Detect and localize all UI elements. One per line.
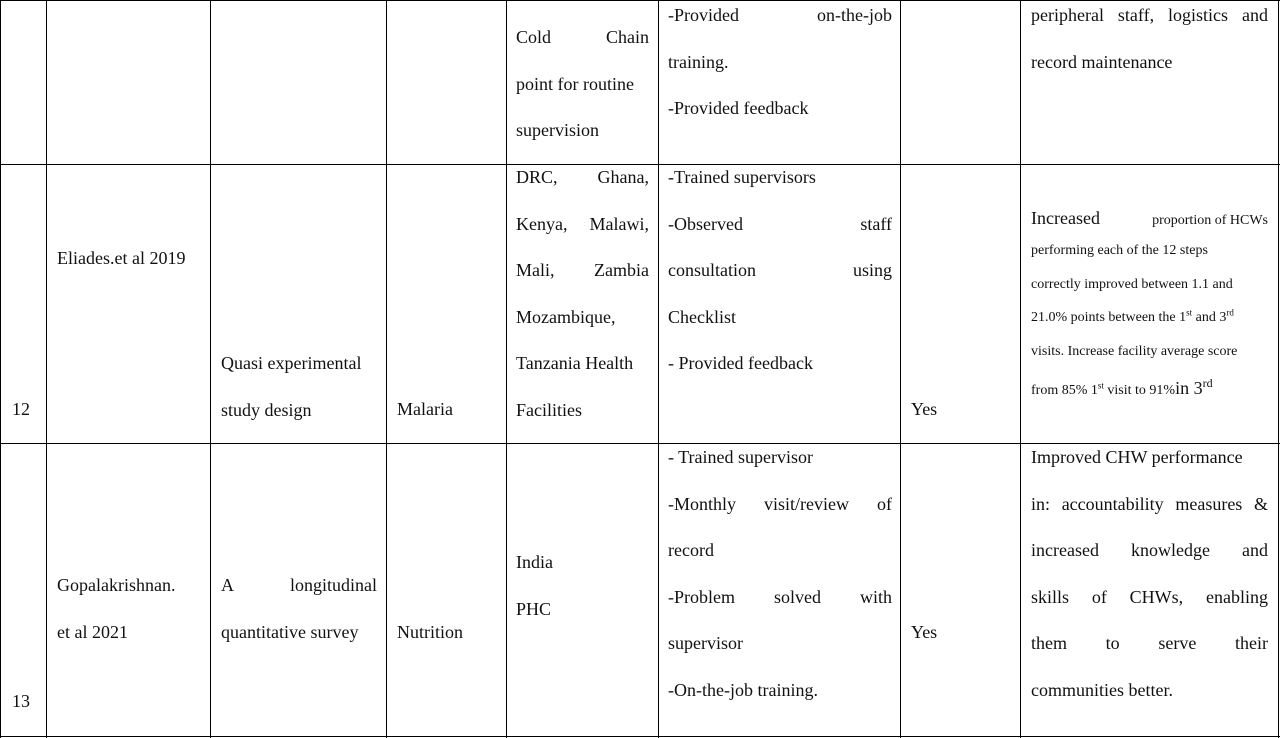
column-divider <box>658 0 659 738</box>
cell-line: -Monthly visit/review of <box>668 493 892 514</box>
cell-line: -Observed staff <box>668 213 892 234</box>
column-divider <box>386 0 387 738</box>
outcome-lead: Increased <box>1031 208 1100 228</box>
cell-line <box>1031 208 1268 243</box>
row-divider <box>0 736 1280 737</box>
outcome-text: in 3 <box>1175 378 1203 398</box>
column-divider <box>900 0 901 738</box>
cell-line: - Provided feedback <box>668 353 813 373</box>
author-cell: Eliades.et al 2019 <box>57 248 186 268</box>
disease-cell: Nutrition <box>397 622 463 642</box>
cell-line: -Problem solved with <box>668 586 892 607</box>
cell-line <box>1031 378 1268 414</box>
cell-line: -On-the-job training. <box>668 679 818 700</box>
cell-line: consultation using <box>668 260 892 280</box>
cell-line: - Trained supervisor <box>668 447 813 467</box>
intervention-cell <box>668 154 892 387</box>
outcome-text: proportion of HCWs <box>1152 213 1268 228</box>
intervention-cell <box>668 434 892 713</box>
cell-line: supervisor <box>668 633 743 653</box>
ordinal-suffix: rd <box>1202 376 1213 390</box>
row-number: 12 <box>12 399 30 419</box>
cell-line: point for routine <box>516 73 634 94</box>
cell-line: Mozambique, <box>516 306 616 327</box>
cell-line: communities better. <box>1031 679 1173 700</box>
cell-line: Facilities <box>516 399 582 420</box>
column-divider <box>1020 0 1021 738</box>
cell-line: increased knowledge and <box>1031 540 1268 560</box>
table-border <box>1278 0 1279 738</box>
cell-line: record maintenance <box>1031 51 1173 72</box>
outcome-text: visit to 91% <box>1103 383 1176 398</box>
outcome-text: and 3 <box>1192 310 1227 325</box>
setting-cell <box>516 14 649 154</box>
cell-line: Gopalakrishnan. <box>57 575 176 595</box>
outcome-text: from 85% 1 <box>1031 383 1098 398</box>
cell-line: record <box>668 540 714 560</box>
cell-line: Mali, Zambia <box>516 260 649 280</box>
cell-line: peripheral staff, logistics and <box>1031 5 1268 25</box>
ordinal-suffix: rd <box>1226 307 1234 318</box>
cell-line: supervision <box>516 120 599 140</box>
cell-line: Checklist <box>668 306 736 327</box>
cell-line: -Trained supervisors <box>668 167 816 187</box>
design-cell <box>221 340 361 433</box>
cell-line: training. <box>668 51 729 72</box>
intervention-cell <box>668 0 892 132</box>
cell-line: -Provided feedback <box>668 98 809 118</box>
outcome-cell <box>1031 208 1268 414</box>
cell-line: skills of CHWs, enabling <box>1031 586 1268 607</box>
design-cell <box>221 562 377 655</box>
cell-line <box>1031 307 1268 344</box>
cell-line: them to serve their <box>1031 633 1268 653</box>
cell-line: DRC, Ghana, <box>516 167 649 187</box>
cell-line: correctly improved between 1.1 and <box>1031 277 1233 292</box>
outcome-cell <box>1031 434 1268 713</box>
author-cell <box>57 562 175 655</box>
cell-line: PHC <box>516 598 552 619</box>
outcome-cell <box>1031 0 1268 85</box>
cell-line: Quasi experimental <box>221 353 362 373</box>
cell-line: -Provided on-the-job <box>668 5 892 25</box>
column-divider <box>210 0 211 738</box>
column-divider <box>46 0 47 738</box>
setting-cell <box>516 539 553 632</box>
cell-line: Kenya, Malawi, <box>516 213 649 234</box>
cell-line: performing each of the 12 steps <box>1031 243 1208 258</box>
cell-line: et al 2021 <box>57 621 128 642</box>
cell-line: A longitudinal <box>221 575 377 595</box>
column-divider <box>506 0 507 738</box>
table-border <box>0 0 1 738</box>
cell-line: India <box>516 552 553 572</box>
cell-line: in: accountability measures & <box>1031 493 1268 514</box>
cell-line: Improved CHW performance <box>1031 447 1243 467</box>
row-number: 13 <box>12 691 30 711</box>
cell-line: Tanzania Health <box>516 353 634 373</box>
cell-line: study design <box>221 399 312 420</box>
disease-cell: Malaria <box>397 399 453 419</box>
outcome-text: 21.0% points between the 1 <box>1031 310 1187 325</box>
cell-line: Cold Chain <box>516 27 649 47</box>
ordinal-suffix: st <box>1097 380 1104 391</box>
cell-line: visits. Increase facility average score <box>1031 344 1238 359</box>
setting-cell <box>516 154 649 433</box>
effective-cell: Yes <box>911 622 938 642</box>
ordinal-suffix: st <box>1186 307 1193 318</box>
cell-line: quantitative survey <box>221 621 359 642</box>
effective-cell: Yes <box>911 399 938 419</box>
